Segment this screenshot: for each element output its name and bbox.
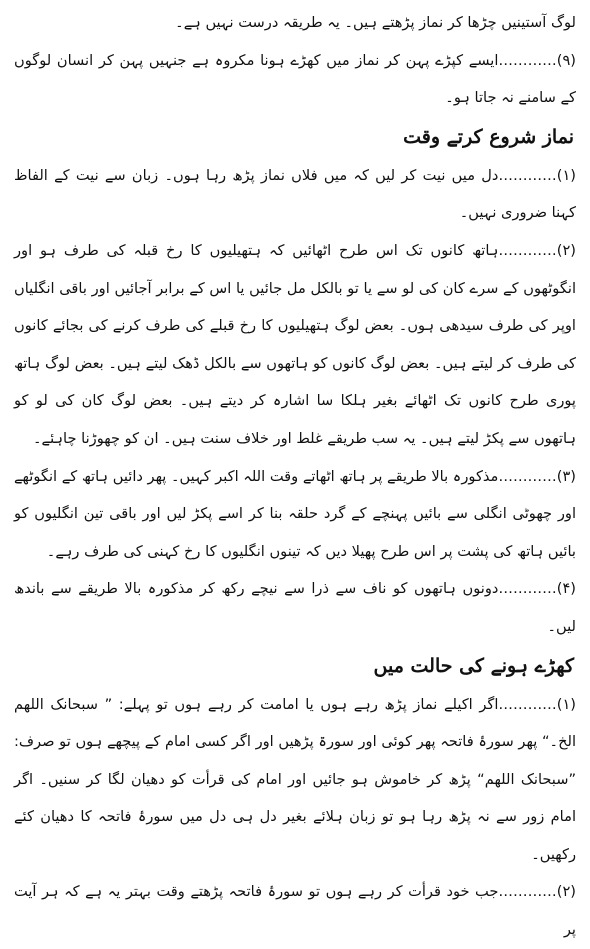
paragraph-sleeves: لوگ آستینیں چڑھا کر نماز پڑھتے ہیں۔ یہ طریقہ درست نہیں ہے۔ xyxy=(175,14,576,31)
paragraph-4-folding-hands: (۴)…………دونوں ہاتھوں کو ناف سے ذرا سے نیچے رکھ کر مذکورہ بالا طریقے سے باندھ لیں۔ xyxy=(14,580,576,635)
paragraph-3-takbir: (۳)…………مذکورہ بالا طریقے پر ہاتھ اٹھاتے وقت اللہ اکبر کہیں۔ پھر دائیں ہاتھ کے انگوٹھے اور چھوٹی انگلی سے بائیں پہنچے کے گرد حلقہ بنا کر اسے پکڑ لیں اور باقی تین انگلیوں کو بائیں ہاتھ کی پشت پر اس طرح پھیلا دیں کہ تینوں انگلیوں کا رخ کہنی کی طرف رہے۔ xyxy=(14,467,576,560)
section-heading-starting-prayer: نماز شروع کرتے وقت xyxy=(403,125,574,148)
paragraph-9-clothing: (۹)…………ایسے کپڑے پہن کر نماز میں کھڑے ہونا مکروہ ہے جنہیں پہن کر انسان لوگوں کے سامنے نہ جاتا ہو۔ xyxy=(14,51,576,107)
paragraph-2-raising-hands: (۲)…………ہاتھ کانوں تک اس طرح اٹھائیں کہ ہتھیلیوں کا رخ قبلہ کی طرف ہو اور انگوٹھوں کے سرے کان کی لو سے یا تو بالکل مل جائیں یا اس کے برابر آجائیں اور باقی انگلیاں اوپر کی طرف سیدھی ہوں۔ بعض لوگ ہتھیلیوں کا رخ قبلے کی طرف کرنے کی بجائے کانوں کی طرف کر لیتے ہیں۔ بعض لوگ کانوں کو ہاتھوں سے بالکل ڈھک لیتے ہیں۔ بعض لوگ ہاتھ پوری طرح کانوں تک اٹھائے بغیر ہلکا سا اشارہ کر دیتے ہیں۔ بعض لوگ کان کی لو کو ہاتھوں سے پکڑ لیتے ہیں۔ یہ سب طریقے غلط اور خلاف سنت ہیں۔ ان کو چھوڑنا چاہئے۔ xyxy=(14,241,576,447)
paragraph-1-intention: (۱)…………دل میں نیت کر لیں کہ میں فلاں نماز پڑھ رہا ہوں۔ زبان سے نیت کے الفاظ کہنا ضروری نہیں۔ xyxy=(14,166,576,222)
paragraph-2-own-recitation: (۲)…………جب خود قرأت کر رہے ہوں تو سورۂ فاتحہ پڑھتے وقت بہتر یہ ہے کہ ہر آیت پر xyxy=(14,883,576,939)
section-heading-standing-position: کھڑے ہونے کی حالت میں xyxy=(373,654,574,677)
paragraph-1-recitation: (۱)…………اگر اکیلے نماز پڑھ رہے ہوں یا امامت کر رہے ہوں تو پہلے: ” سبحانک اللھم الخ۔“ پھر سورۂ فاتحہ پھر کوئی اور سورۃ پڑھیں اور اگر کسی امام کے پیچھے ہوں تو صرف: ”سبحانک اللھم“ پڑھ کر خاموش ہو جائیں اور امام کی قرأت کو دھیان لگا کر سنیں۔ اگر امام زور سے نہ پڑھ رہا ہو تو زبان ہلائے بغیر دل ہی دل میں سورۂ فاتحہ کا دھیان کئے رکھیں۔ xyxy=(14,695,576,863)
